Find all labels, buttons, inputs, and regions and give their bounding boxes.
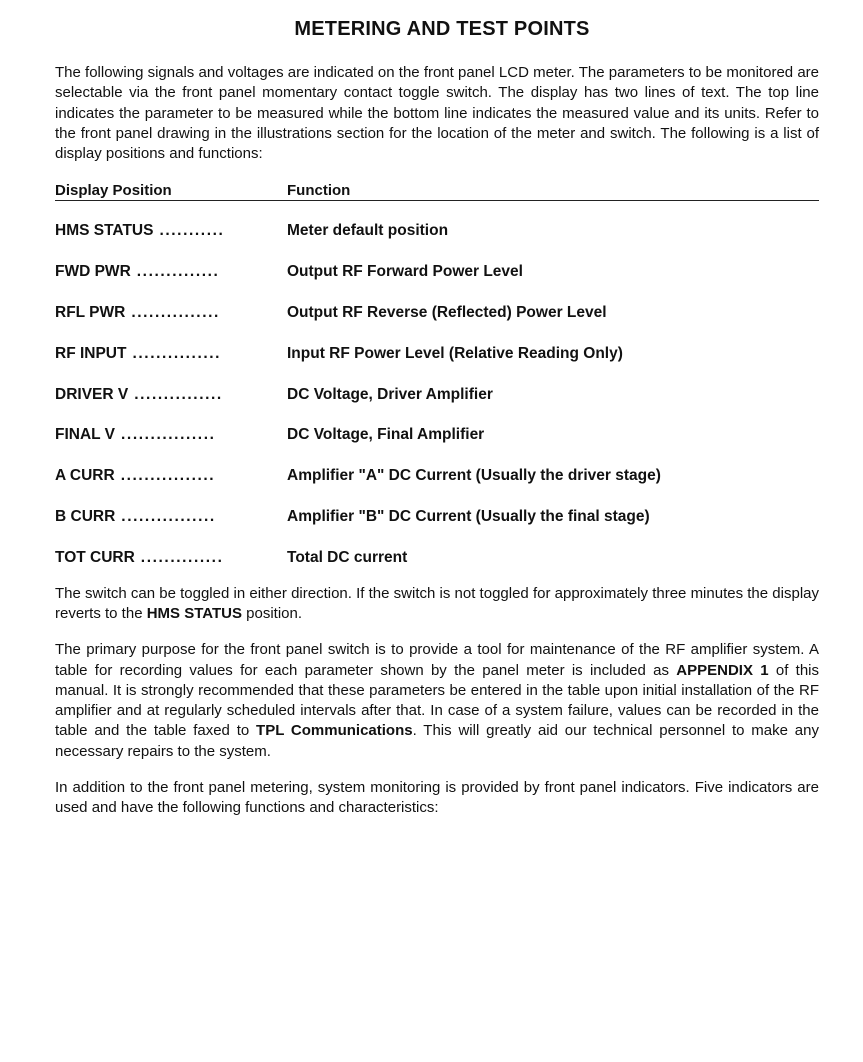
function-description: Output RF Reverse (Reflected) Power Level [287, 304, 607, 322]
list-item [55, 467, 819, 508]
table-header [55, 182, 819, 201]
display-position: HMS STATUS [55, 222, 154, 240]
leader-dots: ............... [132, 344, 222, 362]
list-item [55, 549, 819, 590]
leader-dots: ............... [134, 385, 223, 403]
function-description: Meter default position [287, 222, 449, 240]
display-position: B CURR [55, 508, 116, 526]
leader-dots: .............. [136, 263, 220, 281]
header-display-position: Display Position [55, 182, 172, 200]
purpose-text-1: The primary purpose for the front panel switch is to provide a tool for maintenance of the RF amplifier system. A table for recording values for each parameter shown by the panel meter is included as [55, 641, 819, 679]
function-description: Output RF Forward Power Level [287, 263, 523, 281]
function-description: DC Voltage, Driver Amplifier [287, 385, 493, 403]
indicators-paragraph: In addition to the front panel metering, system monitoring is provided by front panel indicators. Five indicators are used and have the following functions and characteristics: [55, 779, 819, 817]
display-position: DRIVER V [55, 385, 129, 403]
function-description: Amplifier "A" DC Current (Usually the driver stage) [287, 467, 661, 485]
purpose-text-2: of this manual. It is strongly recommended that these parameters be entered in the table upon initial installation of the RF amplifier and at regularly scheduled intervals after that. In case of a system failure, values can be recorded in the table and the table faxed to [55, 661, 820, 740]
leader-dots: ................ [121, 426, 216, 444]
list-item [55, 386, 819, 427]
appendix-reference: APPENDIX 1 [676, 661, 769, 679]
switch-paragraph [55, 584, 819, 625]
purpose-paragraph [55, 640, 819, 762]
company-name: TPL Communications [256, 722, 413, 740]
header-function: Function [287, 182, 351, 200]
leader-dots: ................ [120, 467, 216, 485]
leader-dots: ........... [159, 222, 225, 240]
purpose-text-3: . This will greatly aid our technical personnel to make any necessary repairs to the system. [55, 722, 819, 760]
display-position-list [55, 222, 819, 589]
list-item [55, 508, 819, 549]
function-description: Input RF Power Level (Relative Reading Only) [287, 344, 623, 362]
page-title: METERING AND TEST POINTS [294, 18, 590, 40]
switch-text-before: The switch can be toggled in either direction. If the switch is not toggled for approximately three minutes the display reverts to the [55, 584, 819, 622]
switch-text-after: position. [242, 604, 303, 622]
display-position: FINAL V [55, 426, 115, 444]
list-item [55, 304, 819, 345]
list-item [55, 222, 819, 263]
display-position: TOT CURR [55, 548, 135, 566]
display-position: RFL PWR [55, 304, 126, 322]
display-position: RF INPUT [55, 344, 127, 362]
list-item [55, 263, 819, 304]
list-item [55, 426, 819, 467]
function-description: Total DC current [287, 548, 408, 566]
leader-dots: ............... [131, 304, 220, 322]
leader-dots: ................ [121, 508, 216, 526]
function-description: DC Voltage, Final Amplifier [287, 426, 485, 444]
leader-dots: .............. [140, 548, 224, 566]
function-description: Amplifier "B" DC Current (Usually the final stage) [287, 508, 650, 526]
intro-paragraph: The following signals and voltages are indicated on the front panel LCD meter. The parameters to be monitored are selectable via the front panel momentary contact toggle switch. The display has two lines of text. The top line indicates the parameter to be measured while the bottom line indicates the measured value and its units. Refer to the front panel drawing in the illustrations section for the location of the meter and switch. The following is a list of display positions and functions: [55, 64, 819, 163]
display-position: FWD PWR [55, 263, 131, 281]
document-page [55, 18, 819, 819]
list-item [55, 345, 819, 386]
display-position: A CURR [55, 467, 115, 485]
switch-bold-term: HMS STATUS [146, 604, 242, 622]
